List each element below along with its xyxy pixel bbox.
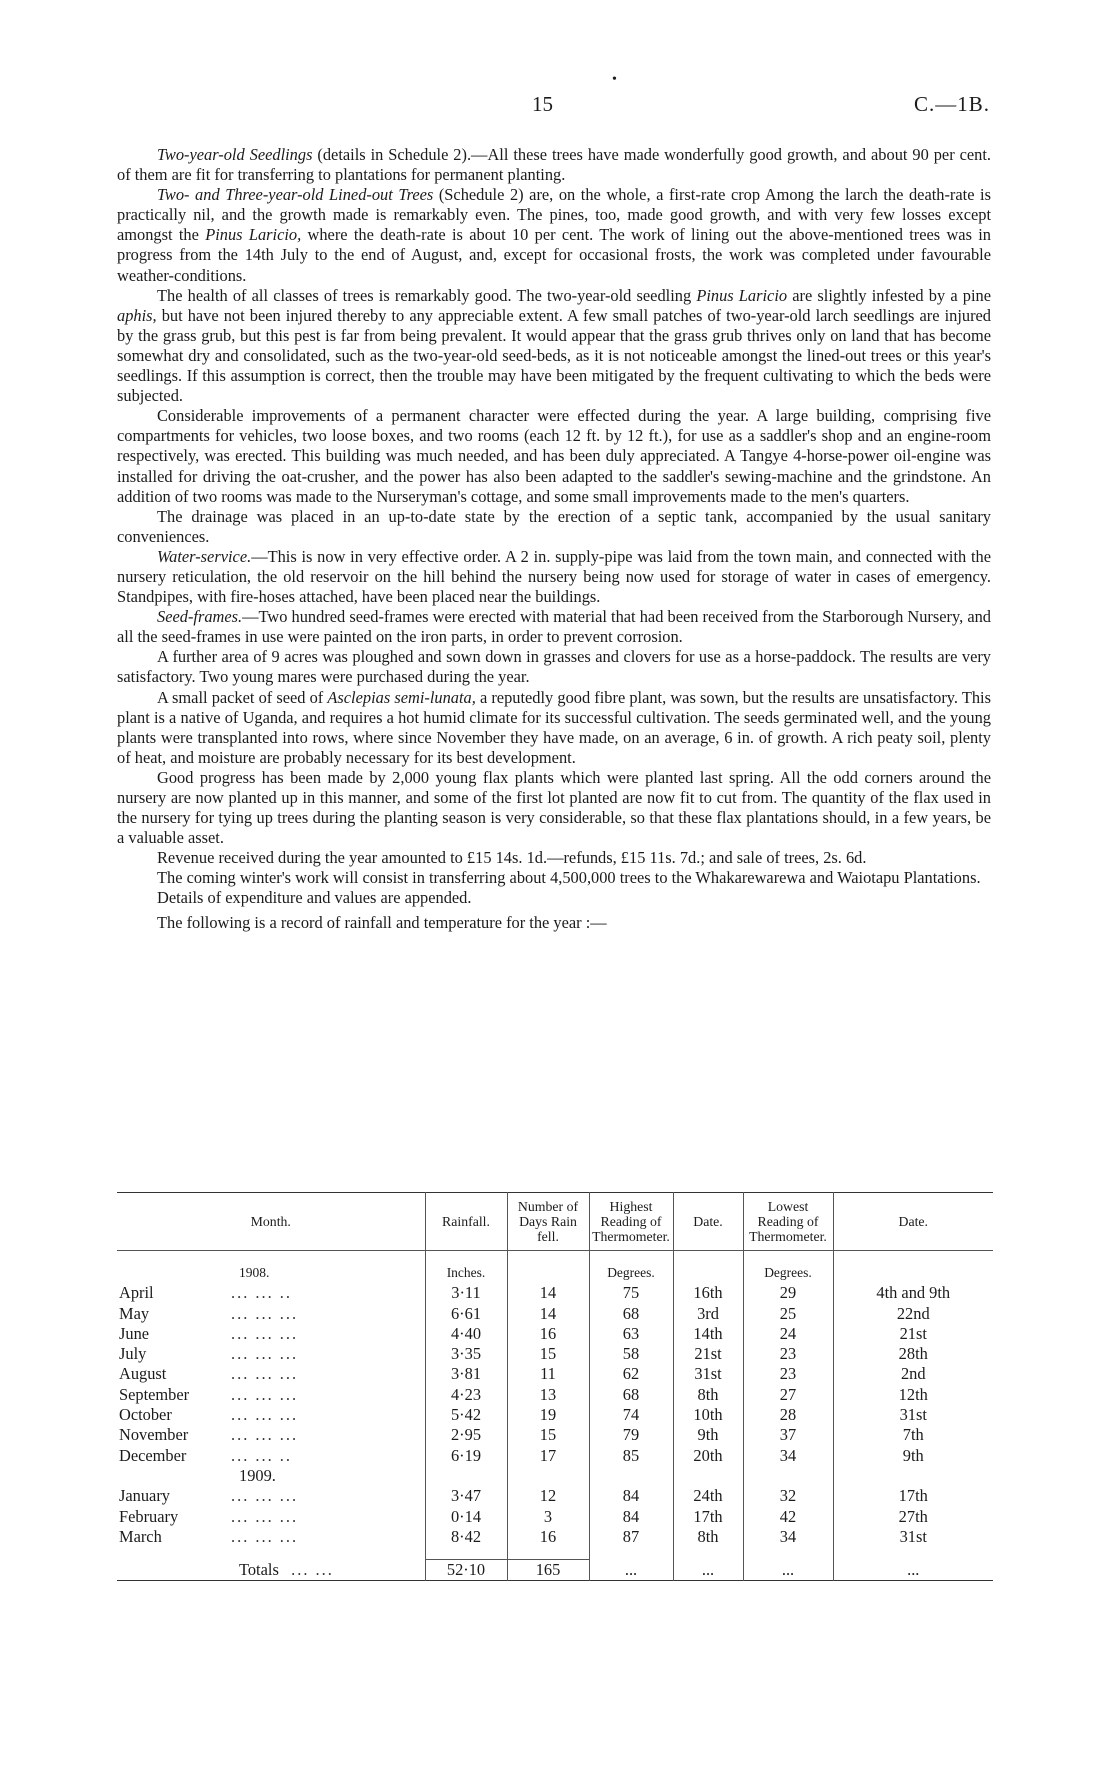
year-label-1908: 1908.	[239, 1265, 270, 1280]
table-header-row	[117, 1193, 993, 1251]
paragraph-table-intro: The following is a record of rainfall and temperature for the year :—	[157, 912, 607, 932]
lowest-cell: 32	[743, 1486, 833, 1506]
month-name: April	[119, 1283, 154, 1303]
highest-cell: 79	[589, 1425, 673, 1445]
month-cell	[117, 1344, 425, 1364]
rainfall-temperature-table	[117, 1192, 993, 1581]
rain-days-cell: 15	[507, 1344, 589, 1364]
table-row	[117, 1405, 993, 1425]
header-highest-reading: Highest Reading of Thermometer.	[589, 1193, 673, 1251]
month-cell	[117, 1405, 425, 1425]
rain-days-cell: 14	[507, 1304, 589, 1324]
lowest-cell: 34	[743, 1446, 833, 1466]
lowest-date-cell: 21st	[833, 1324, 993, 1344]
year-label-1909: 1909.	[239, 1465, 276, 1485]
month-cell	[117, 1283, 425, 1303]
table-row	[117, 1527, 993, 1547]
totals-date-high-blank: ...	[673, 1560, 743, 1581]
paragraph-seedlings: Two-year-old Seedlings (details in Schedule 2).—All these trees have made wonderfully good growth, and about 90 per cent. of them are fit for transferring to plantations for permanent planting.	[117, 145, 991, 185]
rain-days-cell: 3	[507, 1507, 589, 1527]
highest-cell: 58	[589, 1344, 673, 1364]
highest-date-cell: 31st	[673, 1364, 743, 1384]
rainfall-cell: 4·23	[425, 1385, 507, 1405]
rainfall-cell: 3·11	[425, 1283, 507, 1303]
leader-dots: ... ... ..	[231, 1445, 292, 1465]
page-reference: C.—1B.	[913, 92, 990, 116]
month-name: November	[119, 1425, 189, 1445]
highest-cell: 68	[589, 1385, 673, 1405]
rain-days-cell: 13	[507, 1385, 589, 1405]
month-name: May	[119, 1303, 150, 1323]
month-cell	[117, 1425, 425, 1445]
rainfall-cell: 5·42	[425, 1405, 507, 1425]
lowest-cell: 29	[743, 1283, 833, 1303]
highest-cell: 87	[589, 1527, 673, 1547]
highest-date-cell: 8th	[673, 1527, 743, 1547]
paragraph-improvements: Considerable improvements of a permanent character were effected during the year. A large building, comprising five compartments for vehicles, two loose boxes, and two rooms (each 12 ft. by 12 ft.), for use as a saddler's shop and an engine-room respectively, was erected. This building was much needed, and has been duly appreciated. A Tangye 4-horse-power oil-engine was installed for driving the oat-crusher, and the power has also been adapted to the saddler's sewing-machine and the grindstone. An addition of two rooms was made to the Nurseryman's cottage, and some small improvements made to the men's quarters.	[117, 406, 991, 506]
table-row	[117, 1425, 993, 1445]
highest-cell: 84	[589, 1486, 673, 1506]
leader-dots: ... ... ...	[231, 1364, 299, 1384]
rainfall-cell: 2·95	[425, 1425, 507, 1445]
body-text	[117, 145, 991, 933]
rainfall-cell: 6·61	[425, 1304, 507, 1324]
highest-cell: 68	[589, 1304, 673, 1324]
rain-days-cell: 19	[507, 1405, 589, 1425]
lowest-date-cell: 31st	[833, 1527, 993, 1547]
rows-1909	[117, 1486, 993, 1547]
highest-date-cell: 16th	[673, 1283, 743, 1303]
month-name: October	[119, 1405, 172, 1425]
table-row	[117, 1486, 993, 1506]
paragraph-drainage: The drainage was placed in an up-to-date state by the erection of a septic tank, accompanied by the usual sanitary conveniences.	[117, 506, 991, 546]
month-name: September	[119, 1384, 190, 1404]
paragraph-tree-health: The health of all classes of trees is remarkably good. The two-year-old seedling Pinus Laricio are slightly infested by a pine aphis, but have not been injured thereby to any appreciable extent. A few small patches of two-year-old larch seedlings are injured by the grass grub, but this pest is far from being prevalent. It would appear that the grass grub thrives only on land that has become somewhat dry and consolidated, such as the two-year-old seed-beds, as it is not noticeable amongst the lined-out trees or this year's seedlings. If this assumption is correct, then the trouble may have been mitigated by the frequent cultivating to which the beds were subjected.	[117, 285, 991, 406]
rainfall-cell: 4·40	[425, 1324, 507, 1344]
month-cell	[117, 1385, 425, 1405]
heading-seedlings: Two-year-old Seedlings	[157, 145, 313, 164]
highest-cell: 74	[589, 1405, 673, 1425]
heading-lined-out-trees: Two- and Three-year-old Lined-out Trees	[157, 185, 434, 205]
rainfall-cell: 3·47	[425, 1486, 507, 1506]
leader-dots: ... ... ..	[231, 1283, 292, 1303]
month-cell	[117, 1364, 425, 1384]
header-month: Month.	[117, 1193, 425, 1251]
table-row	[117, 1283, 993, 1303]
month-name: January	[119, 1486, 170, 1506]
lowest-date-cell: 27th	[833, 1507, 993, 1527]
table-row	[117, 1304, 993, 1324]
lowest-cell: 23	[743, 1344, 833, 1364]
rain-days-cell: 16	[507, 1527, 589, 1547]
lowest-date-cell: 28th	[833, 1344, 993, 1364]
totals-leader-dots: ... ...	[291, 1559, 334, 1579]
table-row	[117, 1507, 993, 1527]
month-cell	[117, 1507, 425, 1527]
lowest-cell: 25	[743, 1304, 833, 1324]
highest-date-cell: 24th	[673, 1486, 743, 1506]
highest-date-cell: 21st	[673, 1344, 743, 1364]
highest-cell: 84	[589, 1507, 673, 1527]
unit-rainfall: Inches.	[425, 1263, 507, 1283]
totals-rainfall: 52·10	[425, 1560, 507, 1581]
month-name: July	[119, 1344, 147, 1364]
totals-lowest-blank: ...	[743, 1560, 833, 1581]
leader-dots: ... ... ...	[231, 1486, 299, 1506]
lowest-cell: 37	[743, 1425, 833, 1445]
totals-highest-blank: ...	[589, 1560, 673, 1581]
lowest-cell: 34	[743, 1527, 833, 1547]
lowest-date-cell: 12th	[833, 1385, 993, 1405]
highest-cell: 85	[589, 1446, 673, 1466]
lowest-cell: 24	[743, 1324, 833, 1344]
paragraph-lined-out-trees: Two- and Three-year-old Lined-out Trees (Schedule 2) are, on the whole, a first-rate crop Among the larch the death-rate is practically nil, and the growth made is remarkably even. The pines, too, made good growth, and with very few losses except amongst the Pinus Laricio, where the death-rate is about 10 per cent. The work of lining out the above-mentioned trees was in progress from the 14th July to the end of August, and, except for occasional frosts, the work was completed under favourable weather-conditions.	[117, 185, 992, 285]
highest-date-cell: 10th	[673, 1405, 743, 1425]
paragraph-water-service: Water-service.—This is now in very effective order. A 2 in. supply-pipe was laid from the town main, and connected with the nursery reticulation, the old reservoir on the hill behind the nursery being now used for storage of water in cases of emergency. Standpipes, with fire-hoses attached, have been placed near the buildings.	[117, 546, 991, 607]
rainfall-cell: 3·35	[425, 1344, 507, 1364]
table-row	[117, 1385, 993, 1405]
paragraph-asclepias: A small packet of seed of Asclepias semi-lunata, a reputedly good fibre plant, was sown, but the results are unsatisfactory. This plant is a native of Uganda, and requires a hot humid climate for its successful cultivation. The seeds germinated well, and the young plants were transplanted into rows, where since November they have made, on an average, 6 in. of growth. A rich peaty soil, plenty of heat, and moisture are probably necessary for its best development.	[117, 687, 991, 767]
rain-days-cell: 14	[507, 1283, 589, 1303]
header-lowest-reading: Lowest Reading of Thermometer.	[743, 1193, 833, 1251]
lowest-date-cell: 4th and 9th	[833, 1283, 993, 1303]
rows-1908	[117, 1283, 993, 1466]
heading-seed-frames: Seed-frames.	[157, 607, 243, 627]
rainfall-cell: 6·19	[425, 1446, 507, 1466]
paragraph-flax: Good progress has been made by 2,000 young flax plants which were planted last spring. All the odd corners around the nursery are now planted up in this manner, and some of the first lot planted are now fit to cut from. The quantity of the flax used in the nursery for tying up trees during the planting season is very considerable, so that these flax plantations should, in a few years, be a valuable asset.	[117, 767, 991, 848]
totals-date-low-blank: ...	[833, 1560, 993, 1581]
rainfall-cell: 0·14	[425, 1507, 507, 1527]
rain-days-cell: 17	[507, 1446, 589, 1466]
month-cell	[117, 1527, 425, 1547]
highest-date-cell: 3rd	[673, 1304, 743, 1324]
month-name: August	[119, 1364, 167, 1384]
rainfall-cell: 3·81	[425, 1364, 507, 1384]
leader-dots: ... ... ...	[231, 1506, 299, 1526]
month-name: June	[119, 1323, 150, 1343]
lowest-cell: 23	[743, 1364, 833, 1384]
highest-date-cell: 14th	[673, 1324, 743, 1344]
printer-dot: •	[612, 72, 617, 87]
leader-dots: ... ... ...	[231, 1425, 299, 1445]
page-header	[0, 72, 1114, 122]
leader-dots: ... ... ...	[231, 1384, 299, 1404]
highest-date-cell: 20th	[673, 1446, 743, 1466]
rain-days-cell: 15	[507, 1425, 589, 1445]
lowest-cell: 27	[743, 1385, 833, 1405]
lowest-cell: 42	[743, 1507, 833, 1527]
table-row	[117, 1344, 993, 1364]
lowest-date-cell: 17th	[833, 1486, 993, 1506]
highest-cell: 75	[589, 1283, 673, 1303]
totals-label: Totals	[239, 1559, 279, 1579]
heading-water-service: Water-service.	[157, 546, 252, 566]
totals-days: 165	[507, 1560, 589, 1581]
month-cell	[117, 1304, 425, 1324]
month-cell	[117, 1446, 425, 1466]
highest-date-cell: 8th	[673, 1385, 743, 1405]
rainfall-table-wrap	[117, 1192, 993, 1581]
month-name: December	[119, 1445, 187, 1465]
lowest-date-cell: 31st	[833, 1405, 993, 1425]
lowest-date-cell: 22nd	[833, 1304, 993, 1324]
page-number: 15	[532, 92, 553, 116]
leader-dots: ... ... ...	[231, 1303, 299, 1323]
header-rainfall: Rainfall.	[425, 1193, 507, 1251]
paragraph-seed-frames: Seed-frames.—Two hundred seed-frames were erected with material that had been received from the Starborough Nursery, and all the seed-frames in use were painted on the iron parts, in order to prevent corrosion.	[117, 607, 991, 647]
header-date-high: Date.	[673, 1193, 743, 1251]
month-name: March	[119, 1526, 162, 1546]
month-cell	[117, 1486, 425, 1506]
paragraph-expenditure: Details of expenditure and values are appended.	[157, 888, 472, 908]
lowest-date-cell: 9th	[833, 1446, 993, 1466]
rainfall-cell: 8·42	[425, 1527, 507, 1547]
paragraph-revenue: Revenue received during the year amounted to £15 14s. 1d.—refunds, £15 11s. 7d.; and sale of trees, 2s. 6d.	[157, 848, 867, 868]
table-row	[117, 1446, 993, 1466]
rain-days-cell: 12	[507, 1486, 589, 1506]
lowest-date-cell: 7th	[833, 1425, 993, 1445]
unit-highest: Degrees.	[589, 1263, 673, 1283]
leader-dots: ... ... ...	[231, 1526, 299, 1546]
rain-days-cell: 11	[507, 1364, 589, 1384]
leader-dots: ... ... ...	[231, 1405, 299, 1425]
header-date-low: Date.	[833, 1193, 993, 1251]
month-cell	[117, 1324, 425, 1344]
paragraph-horse-paddock: A further area of 9 acres was ploughed and sown down in grasses and clovers for use as a horse-paddock. The results are very satisfactory. Two young mares were purchased during the year.	[117, 647, 991, 687]
unit-lowest: Degrees.	[743, 1263, 833, 1283]
table-row	[117, 1324, 993, 1344]
header-rain-days: Number of Days Rain fell.	[507, 1193, 589, 1251]
totals-row	[117, 1560, 993, 1581]
lowest-date-cell: 2nd	[833, 1364, 993, 1384]
highest-date-cell: 17th	[673, 1507, 743, 1527]
leader-dots: ... ... ...	[231, 1323, 299, 1343]
rain-days-cell: 16	[507, 1324, 589, 1344]
paragraph-winter-work: The coming winter's work will consist in transferring about 4,500,000 trees to the Whakarewarewa and Waiotapu Plantations.	[157, 868, 981, 888]
year-row-1909	[117, 1466, 993, 1486]
month-name: February	[119, 1506, 179, 1526]
highest-cell: 63	[589, 1324, 673, 1344]
highest-date-cell: 9th	[673, 1425, 743, 1445]
highest-cell: 62	[589, 1364, 673, 1384]
table-row	[117, 1364, 993, 1384]
leader-dots: ... ... ...	[231, 1344, 299, 1364]
lowest-cell: 28	[743, 1405, 833, 1425]
units-row	[117, 1263, 993, 1283]
